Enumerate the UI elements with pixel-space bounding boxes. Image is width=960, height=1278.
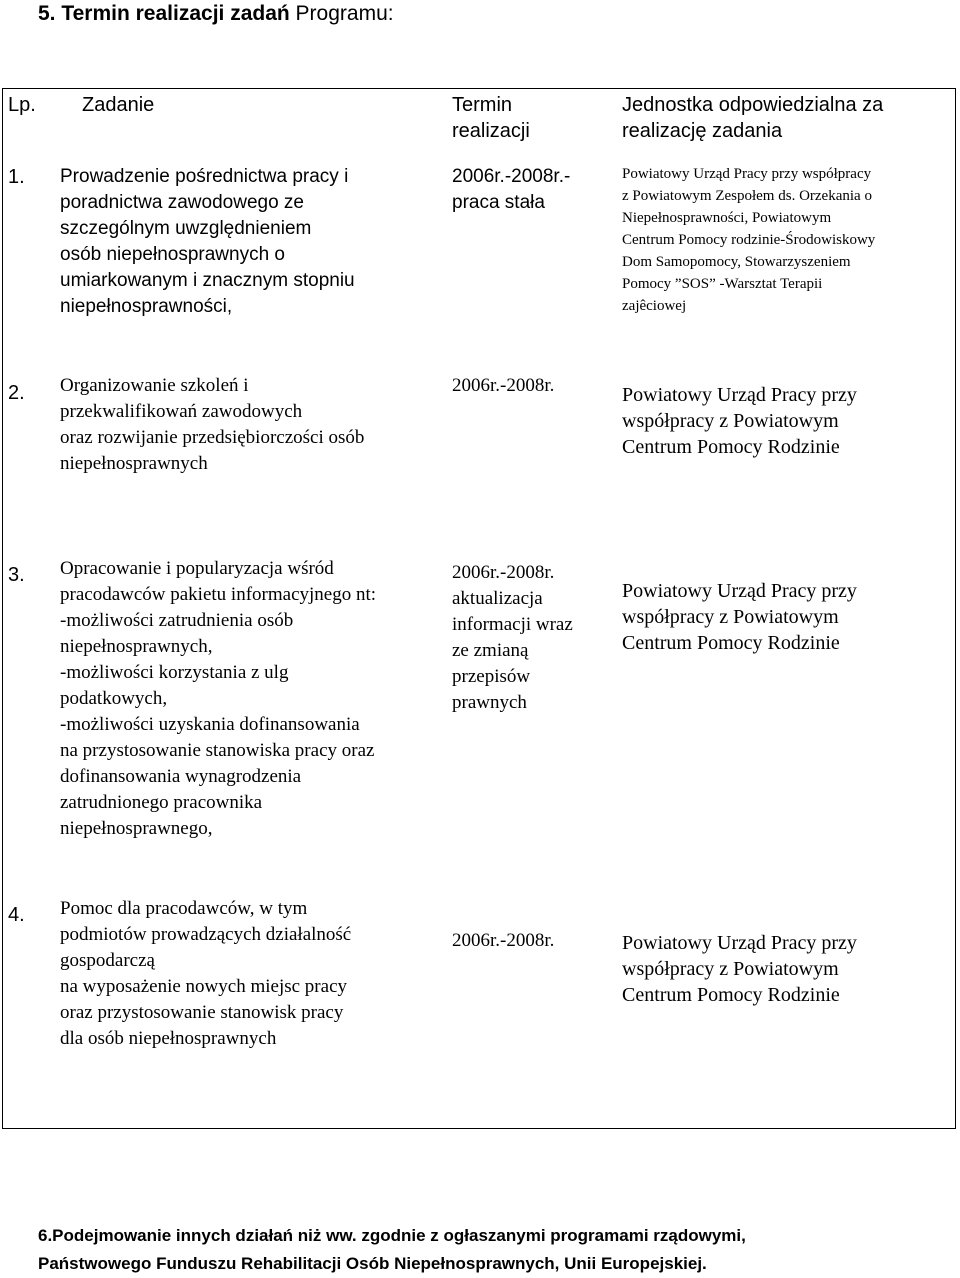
row-4-termin: 2006r.-2008r. [452, 930, 555, 951]
row-4-lp: 4. [8, 904, 25, 926]
row-2-zadanie: Organizowanie szkoleń i przekwalifikowań zawodowych oraz rozwijanie przedsiębiorczości osób niepełnosprawnych [60, 375, 365, 474]
row-1-zadanie: Prowadzenie pośrednictwa pracy i poradnictwa zawodowego ze szczególnym uwzględnieniem osób niepełnosprawnych o umiarkowanym i znacznym stopniu niepełnosprawności, [60, 166, 355, 317]
row-4-jednostka: Powiatowy Urząd Pracy przy współpracy z Powiatowym Centrum Pomocy Rodzinie [622, 932, 857, 1006]
section-6-text: 6.Podejmowanie innych działań niż ww. zgodnie z ogłaszanymi programami rządowymi, Państwowego Funduszu Rehabilitacji Osób Niepełnosprawnych, Unii Europejskiej. [38, 1226, 746, 1273]
row-1-jednostka: Powiatowy Urząd Pracy przy współpracy z Powiatowym Zespołem ds. Orzekania o Niepełnosprawności, Powiatowym Centrum Pomocy rodzinie-Środowiskowy Dom Samopomocy, Stowarzyszeniem Pomocy ”SOS” -Warsztat Terapii zajêciowej [622, 166, 876, 314]
header-zadanie: Zadanie [82, 94, 155, 116]
row-2-lp: 2. [8, 382, 25, 404]
row-3-zadanie: Opracowanie i popularyzacja wśród pracodawców pakietu informacyjnego nt: -możliwości zatrudnienia osób niepełnosprawnych, -możliwości korzystania z ulg podatkowych, -możliwości uzyskania dofinansowania na przystosowanie stanowiska pracy oraz dofinansowania wynagrodzenia zatrudnionego pracownika niepełnosprawnego, [60, 558, 377, 839]
row-3-lp: 3. [8, 564, 25, 586]
row-1-termin: 2006r.-2008r.- praca stała [452, 166, 571, 213]
row-2-termin: 2006r.-2008r. [452, 375, 555, 396]
header-termin: Termin realizacji [452, 94, 530, 142]
section-heading-main: 5. Termin realizacji zadań [38, 2, 290, 25]
section-heading-rest: Programu: [289, 2, 394, 25]
row-3-jednostka: Powiatowy Urząd Pracy przy współpracy z Powiatowym Centrum Pomocy Rodzinie [622, 580, 857, 654]
row-2-jednostka: Powiatowy Urząd Pracy przy współpracy z Powiatowym Centrum Pomocy Rodzinie [622, 384, 857, 458]
row-3-termin: 2006r.-2008r. aktualizacja informacji wraz ze zmianą przepisów prawnych [452, 562, 573, 713]
row-1-lp: 1. [8, 166, 25, 188]
header-jednostka: Jednostka odpowiedzialna za realizację zadania [622, 94, 884, 142]
section-heading [38, 2, 394, 26]
header-lp: Lp. [8, 94, 36, 116]
row-4-zadanie: Pomoc dla pracodawców, w tym podmiotów prowadzących działalność gospodarczą na wyposażenie nowych miejsc pracy oraz przystosowanie stanowisk pracy dla osób niepełnosprawnych [60, 898, 352, 1049]
